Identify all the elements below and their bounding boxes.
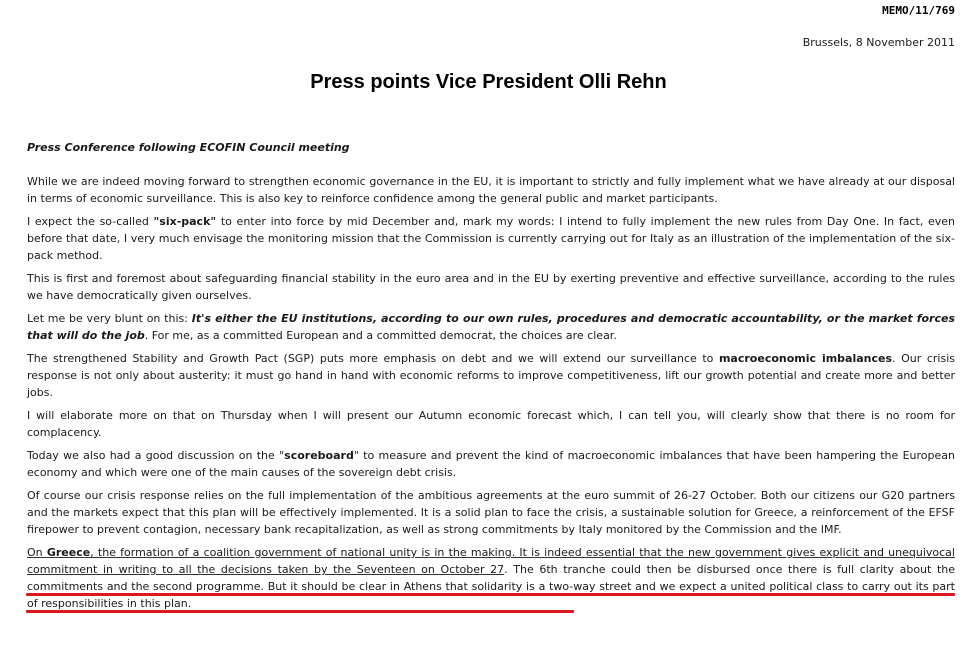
paragraph-5-rest: . Our crisis response is not only about austerity: it must go hand in hand with economic reforms to improve competitiveness, lift our growth potential and create more and better jobs. bbox=[27, 352, 956, 399]
paragraph-2-lead: I expect the so-called bbox=[27, 215, 154, 228]
memo-reference: MEMO/11/769 bbox=[882, 4, 955, 17]
page-title: Press points Vice President Olli Rehn bbox=[310, 71, 667, 93]
paragraph-9 bbox=[27, 544, 955, 612]
paragraph-5 bbox=[27, 350, 955, 401]
paragraph-4-emphasis: It's either the EU institutions, according to our own rules, procedures and democratic accountability, or the market forces that will do the job bbox=[27, 312, 956, 342]
red-highlight-line-1 bbox=[26, 593, 955, 596]
six-pack-term: "six-pack" bbox=[153, 215, 217, 228]
paragraph-4-rest: . For me, as a committed European and a committed democrat, the choices are clear. bbox=[144, 329, 617, 342]
greece-term: Greece bbox=[46, 546, 91, 559]
paragraph-9-rest: . The 6th tranche could then be disbursed once there is full clarity about the commitments and the second programme. But it should be clear in Athens that solidarity is a two-way street and we expect a united political class to carry out its part of responsibilities in this plan. bbox=[27, 563, 955, 610]
paragraph-9-underlined: , the formation of a coalition government of national unity is in the making. It is indeed essential that the new government gives explicit and unequivocal commitment in writing to all the decisions taken by the Seventeen on October 27 bbox=[27, 546, 955, 576]
red-highlight-line-2 bbox=[26, 610, 574, 613]
paragraph-7-rest: " to measure and prevent the kind of macroeconomic imbalances that have been hampering the European economy and which were one of the main causes of the sovereign debt crisis. bbox=[27, 449, 955, 479]
paragraph-7 bbox=[27, 447, 955, 481]
subtitle: Press Conference following ECOFIN Council meeting bbox=[27, 141, 350, 154]
memo-body bbox=[27, 139, 955, 612]
paragraph-4 bbox=[27, 310, 955, 344]
paragraph-2 bbox=[27, 213, 955, 264]
paragraph-8: Of course our crisis response relies on the full implementation of the ambitious agreements at the euro summit of 26-27 October. Both our citizens our G20 partners and the markets expect that this plan will be effectively implemented. It is a solid plan to face the crisis, a sustainable solution for Greece, a reinforcement of the EFSF firepower to prevent contagion, necessary bank recapitalization, as well as strong commitments by Italy monitored by the Commission and the IMF. bbox=[27, 489, 955, 536]
paragraph-3: This is first and foremost about safeguarding financial stability in the euro area and in the EU by exerting preventive and effective surveillance, according to the rules we have democratically given ourselves. bbox=[27, 272, 955, 302]
paragraph-2-rest: to enter into force by mid December and, mark my words: I intend to fully implement the new rules from Day One. In fact, even before that date, I very much envisage the monitoring mission that the Commission is currently carrying out for Italy as an illustration of the implementation of the six-pack method. bbox=[27, 215, 955, 262]
place-and-date: Brussels, 8 November 2011 bbox=[802, 36, 955, 49]
paragraph-9-on: On bbox=[27, 546, 47, 559]
paragraph-4-lead: Let me be very blunt on this: bbox=[27, 312, 192, 325]
paragraph-7-lead: Today we also had a good discussion on the " bbox=[27, 449, 285, 462]
scoreboard-term: scoreboard bbox=[284, 449, 354, 462]
paragraph-6: I will elaborate more on that on Thursday when I will present our Autumn economic forecast which, I can tell you, will clearly show that there is no room for complacency. bbox=[27, 409, 955, 439]
macroeconomic-imbalances-term: macroeconomic imbalances bbox=[718, 352, 893, 365]
paragraph-1: While we are indeed moving forward to strengthen economic governance in the EU, it is important to strictly and fully implement what we have already at our disposal in terms of economic surveillance. This is also key to reinforce confidence among the general public and market participants. bbox=[27, 175, 955, 205]
paragraph-5-lead: The strengthened Stability and Growth Pact (SGP) puts more emphasis on debt and we will extend our surveillance to bbox=[27, 352, 719, 365]
